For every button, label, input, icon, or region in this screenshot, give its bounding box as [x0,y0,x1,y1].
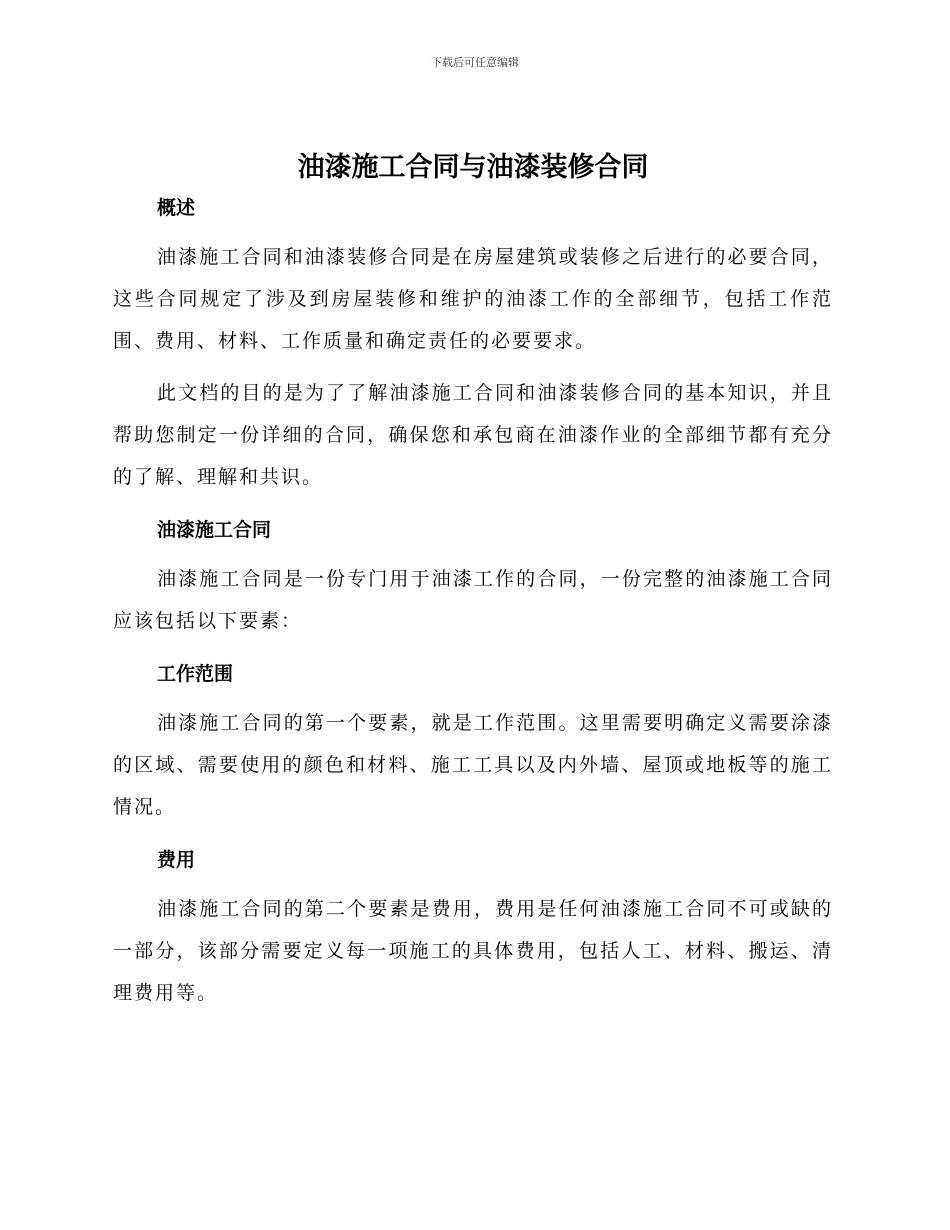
section-heading-overview: 概述 [157,197,196,219]
section-heading-cost: 费用 [157,849,196,871]
document-body [113,150,833,1014]
document-title: 油漆施工合同与油漆装修合同 [297,152,649,183]
section-heading-construction-contract: 油漆施工合同 [157,519,272,541]
paragraph-overview-2: 此文档的目的是为了了解油漆施工合同和油漆装修合同的基本知识，并且帮助您制定一份详细的合同，确保您和承包商在油漆作业的全部细节都有充分的了解、理解和共识。 [113,382,833,488]
paragraph-construction-1: 油漆施工合同是一份专门用于油漆工作的合同，一份完整的油漆施工合同应该包括以下要素： [113,568,833,632]
page-header-note: 下载后可任意编辑 [431,56,519,69]
section-heading-work-scope: 工作范围 [157,663,234,685]
paragraph-cost-1: 油漆施工合同的第二个要素是费用，费用是任何油漆施工合同不可或缺的一部分，该部分需要定义每一项施工的具体费用，包括人工、材料、搬运、清理费用等。 [113,898,833,1004]
paragraph-overview-1: 油漆施工合同和油漆装修合同是在房屋建筑或装修之后进行的必要合同，这些合同规定了涉及到房屋装修和维护的油漆工作的全部细节，包括工作范围、费用、材料、工作质量和确定责任的必要要求。 [113,246,833,352]
paragraph-work-scope-1: 油漆施工合同的第一个要素，就是工作范围。这里需要明确定义需要涂漆的区域、需要使用的颜色和材料、施工工具以及内外墙、屋顶或地板等的施工情况。 [113,712,833,818]
